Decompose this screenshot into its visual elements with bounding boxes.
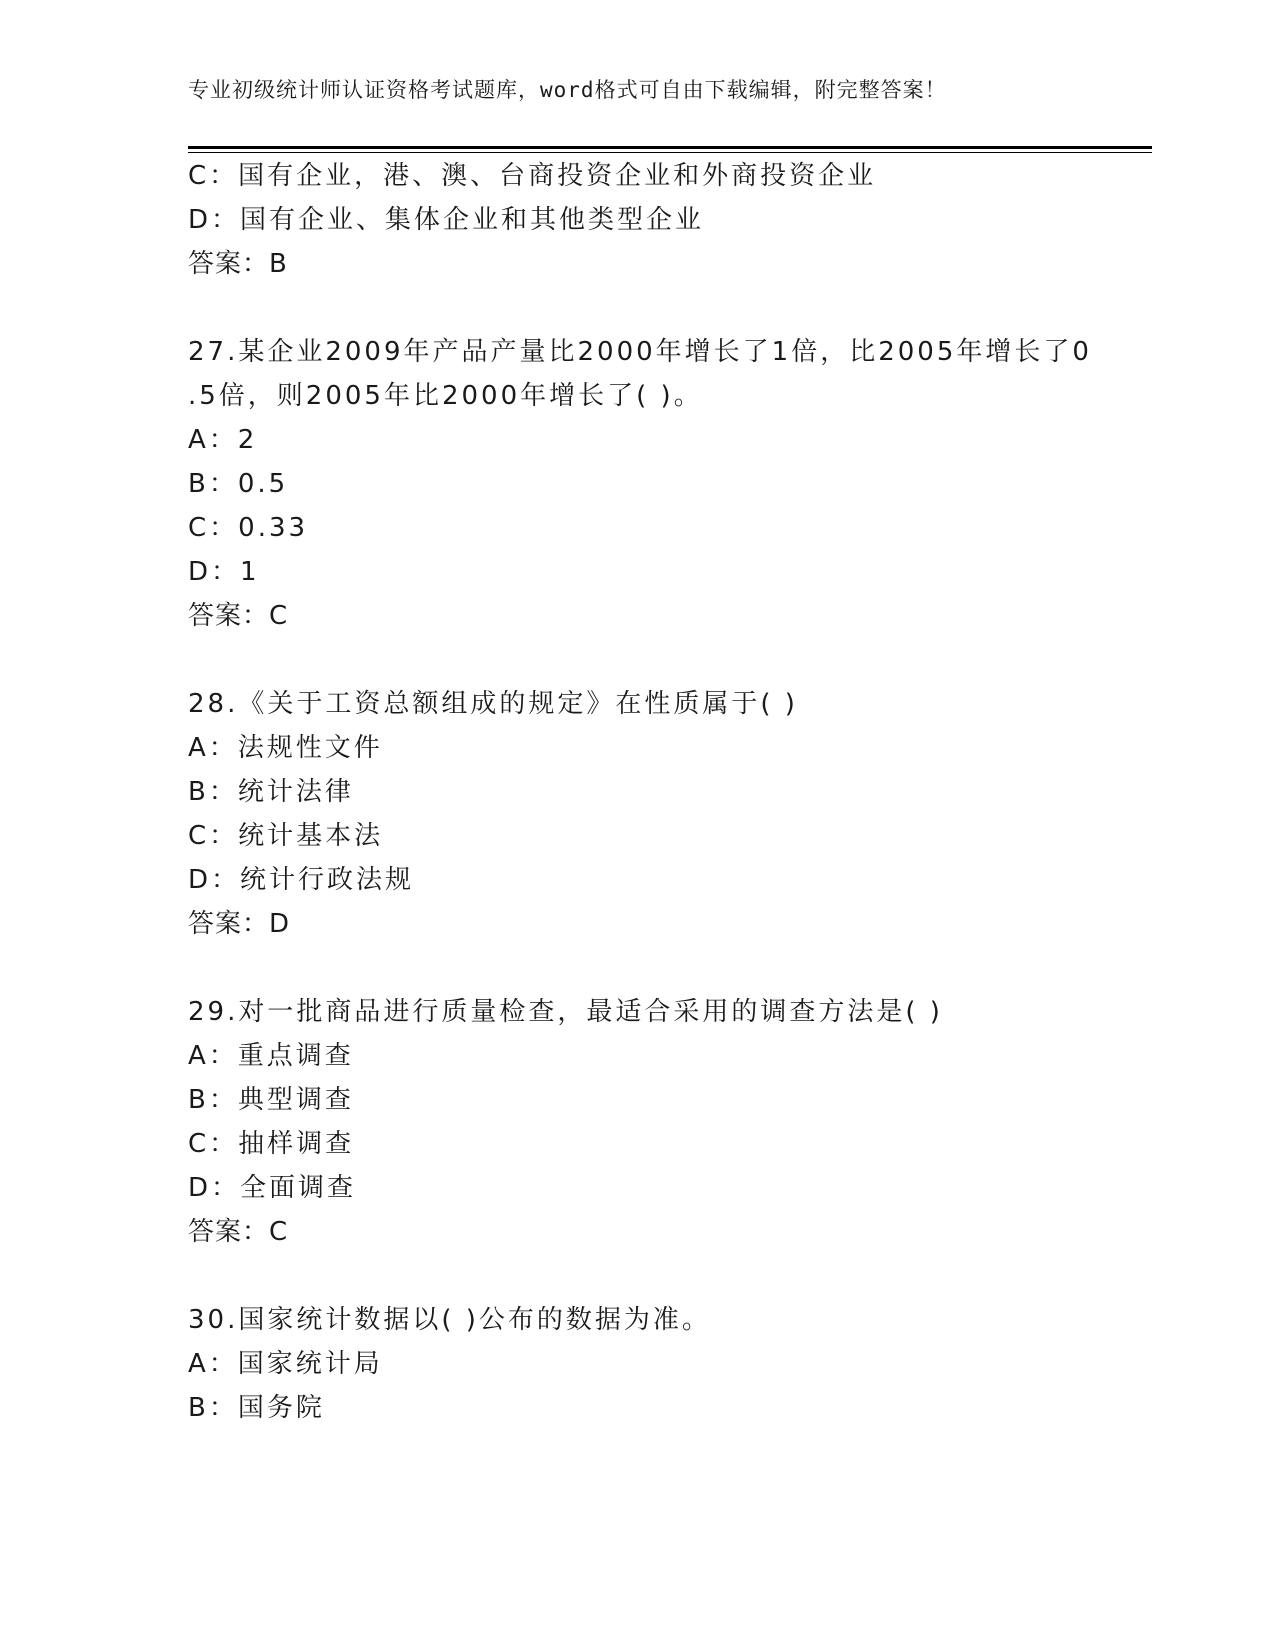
answer-line: 答案：C xyxy=(188,601,289,631)
option-line: A：重点调查 xyxy=(188,1041,354,1071)
option-line: D：1 xyxy=(188,557,260,587)
option-line: B：典型调查 xyxy=(188,1085,354,1115)
question-line: 28.《关于工资总额组成的规定》在性质属于( ) xyxy=(188,689,798,719)
option-line: B：0.5 xyxy=(188,469,289,499)
option-line: A：2 xyxy=(188,425,258,455)
page-header: 专业初级统计师认证资格考试题库，word格式可自由下载编辑，附完整答案！ xyxy=(188,78,947,102)
answer-line: 答案：C xyxy=(188,1217,289,1247)
option-line: B：统计法律 xyxy=(188,777,354,807)
option-line: C：0.33 xyxy=(188,513,309,543)
question-line: 30.国家统计数据以( )公布的数据为准。 xyxy=(188,1305,711,1335)
question-line: 29.对一批商品进行质量检查，最适合采用的调查方法是( ) xyxy=(188,997,943,1027)
option-line: D：全面调查 xyxy=(188,1173,357,1203)
option-line: D：统计行政法规 xyxy=(188,865,415,895)
option-line: A：国家统计局 xyxy=(188,1349,383,1379)
answer-line: 答案：B xyxy=(188,249,288,279)
option-line: C：统计基本法 xyxy=(188,821,384,851)
header-rule-thin xyxy=(188,152,1152,153)
answer-line: 答案：D xyxy=(188,909,291,939)
option-line: D：国有企业、集体企业和其他类型企业 xyxy=(188,205,705,235)
question-line: 27.某企业2009年产品产量比2000年增长了1倍，比2005年增长了0 xyxy=(188,337,1092,367)
header-rule-thick xyxy=(188,146,1152,149)
question-line: .5倍，则2005年比2000年增长了( )。 xyxy=(188,381,703,411)
option-line: B：国务院 xyxy=(188,1393,325,1423)
option-line: A：法规性文件 xyxy=(188,733,383,763)
option-line: C：抽样调查 xyxy=(188,1129,355,1159)
option-line: C：国有企业，港、澳、台商投资企业和外商投资企业 xyxy=(188,161,877,191)
